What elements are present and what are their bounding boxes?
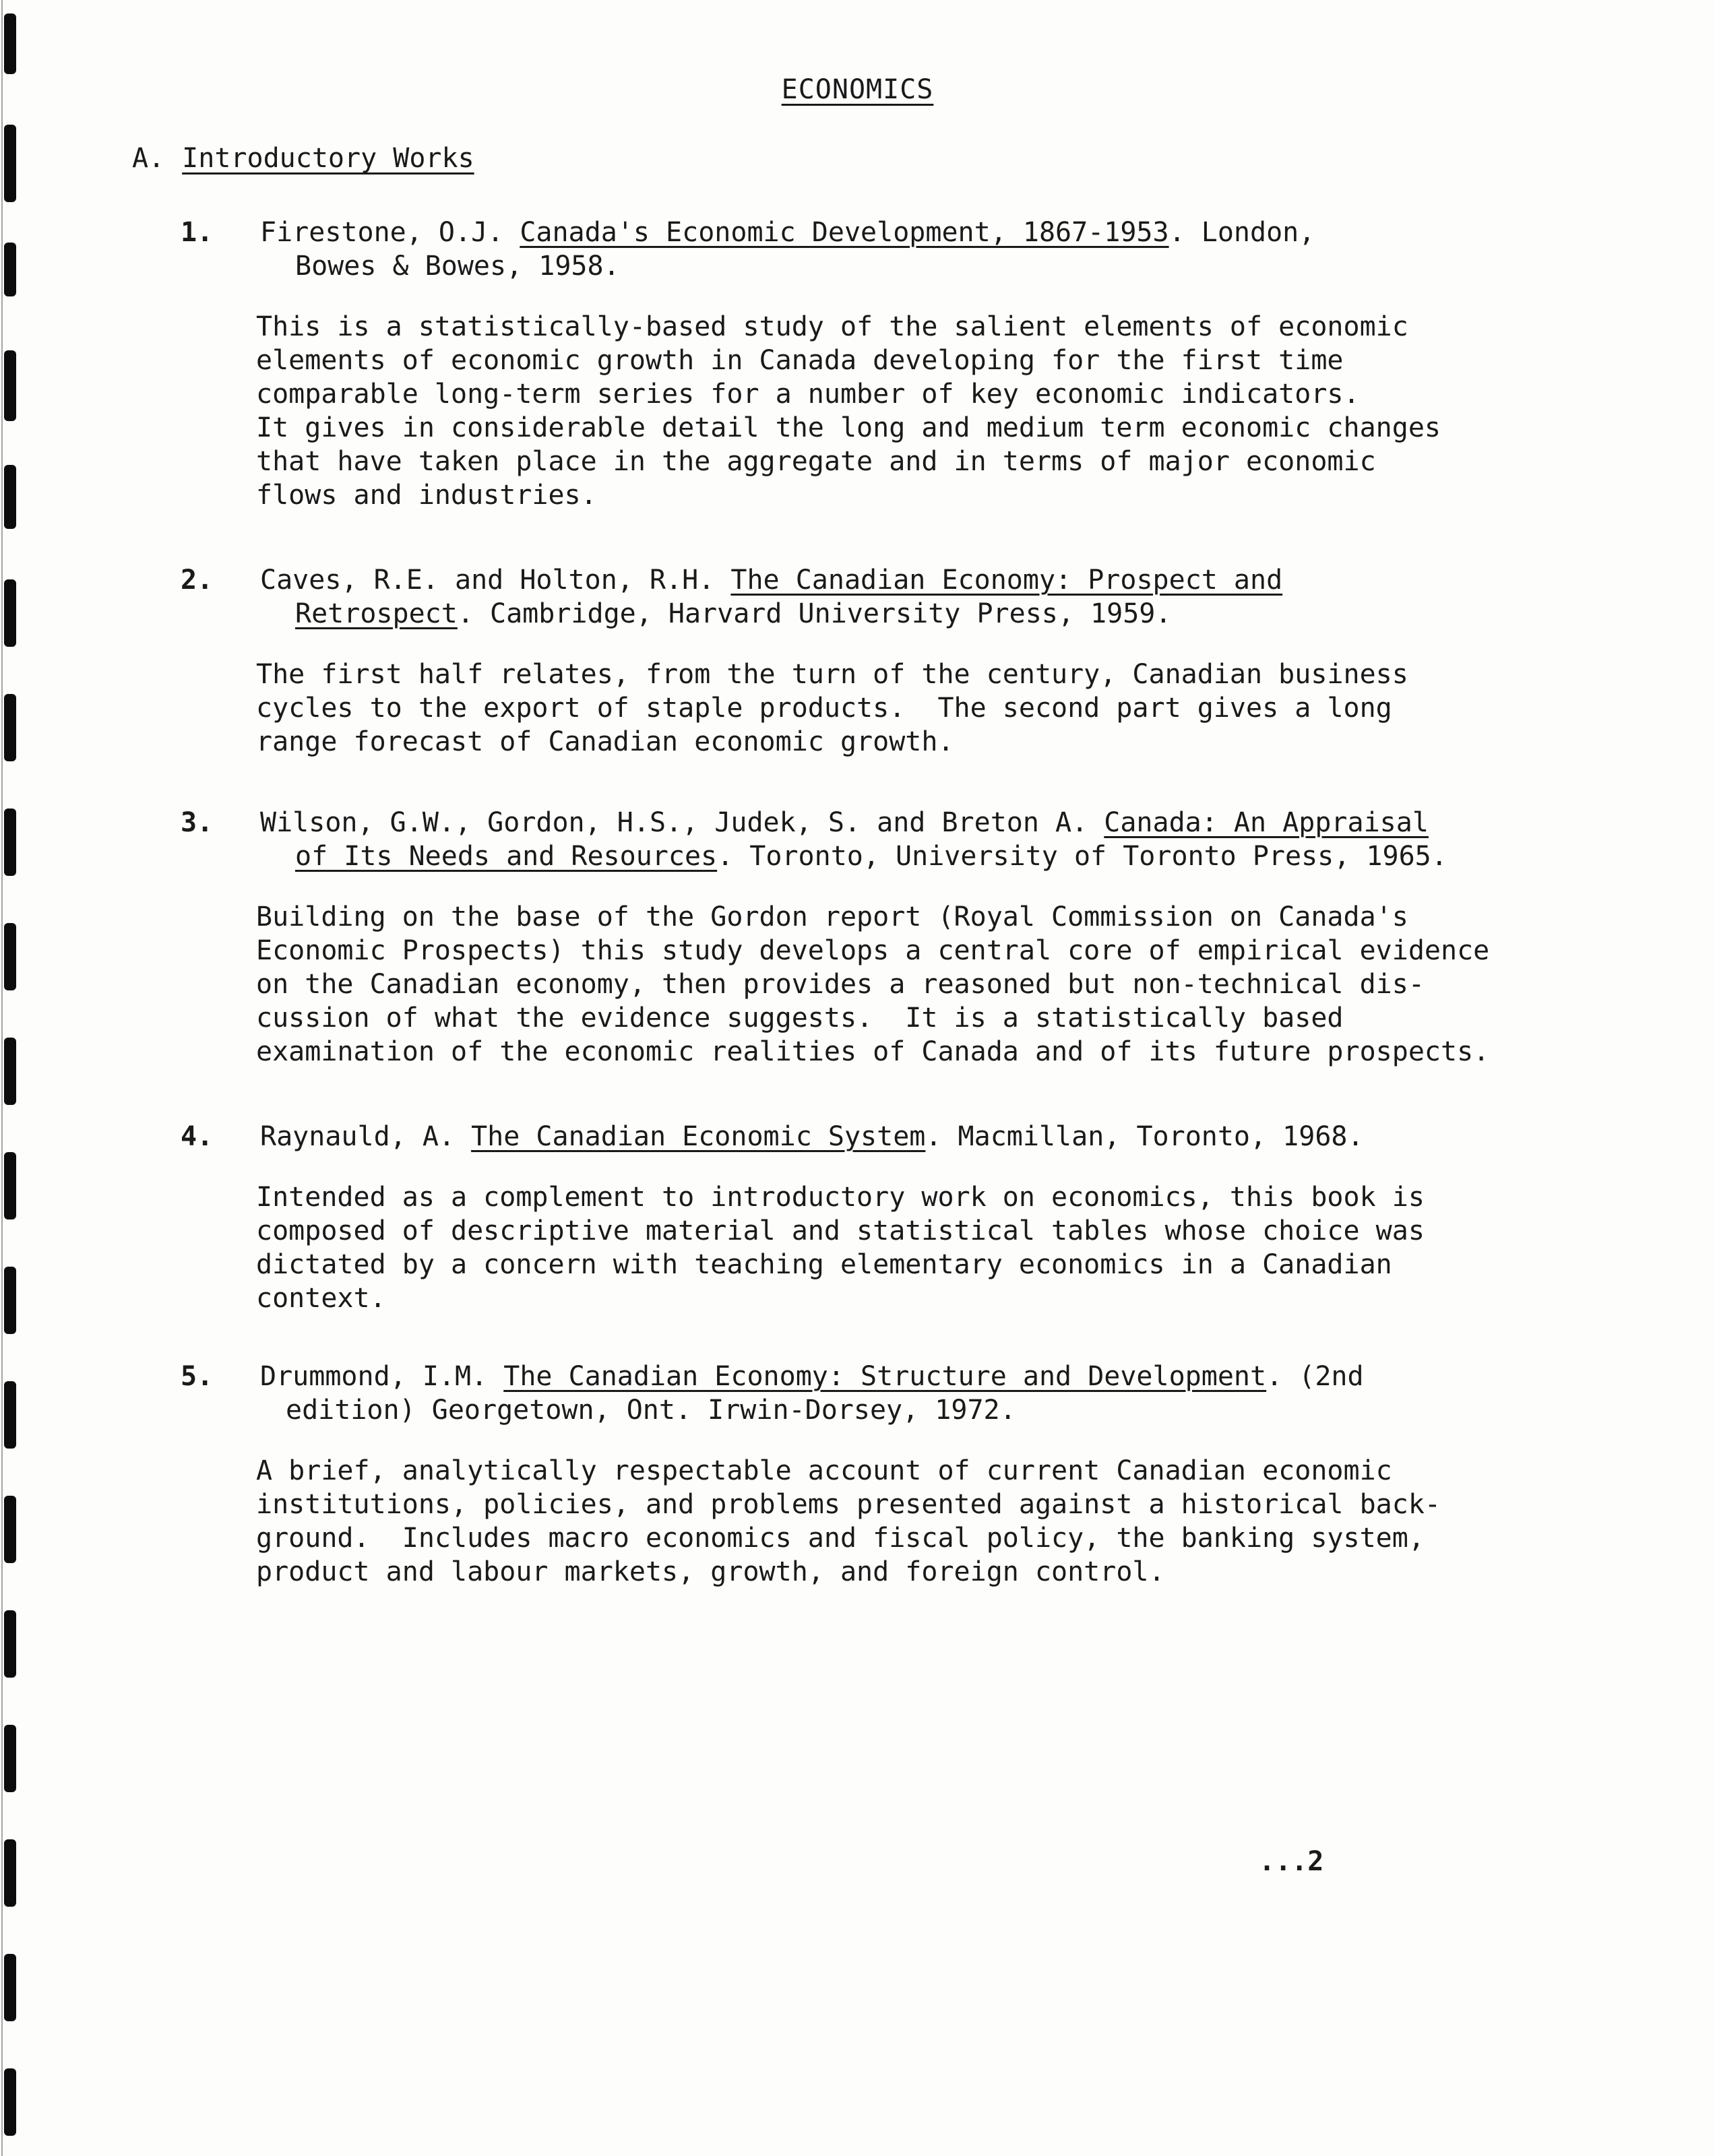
citation-line	[186, 563, 1635, 597]
bibliography-entry	[181, 563, 1635, 759]
entry-annotation: Intended as a complement to introductory work on economics, this book is composed of descriptive material and statistical tables whose choice was dictated by a concern with teaching elementary economics in a Canadian context.	[256, 1182, 1425, 1314]
entry-number: 1.	[181, 217, 214, 248]
section-letter: A.	[132, 143, 165, 174]
citation-publication-info: . Cambridge, Harvard University Press, 1959.	[457, 598, 1172, 629]
section-heading-text: Introductory Works	[182, 143, 474, 174]
binder-hole-mark	[4, 2068, 16, 2136]
page-title	[0, 74, 1715, 105]
entry-annotation: A brief, analytically respectable account of current Canadian economic institutions, policies, and problems presented against a historical back- ground. Includes macro economics and fiscal policy, the banking system, product and labour markets, growth, and foreign control.	[256, 1455, 1441, 1587]
citation-title: The Canadian Economic System	[471, 1121, 926, 1152]
binder-hole-mark	[4, 1725, 16, 1792]
citation-title: Canada: An Appraisal	[1104, 807, 1429, 838]
binder-hole-mark	[4, 1839, 16, 1907]
citation-authors: Firestone, O.J.	[260, 217, 520, 248]
citation-title-continued: Retrospect	[295, 598, 458, 629]
bibliography-entry	[181, 216, 1635, 512]
citation-line	[186, 806, 1635, 839]
entry-annotation: The first half relates, from the turn of the century, Canadian business cycles to the export of staple products. The second part gives a long range forecast of Canadian economic growth.	[256, 659, 1408, 757]
entry-annotation: This is a statistically-based study of the salient elements of economic elements of economic growth in Canada developing for the first time comparable long-term series for a number of key economic indicators. It gives in considerable detail the long and medium term economic changes that have taken place in the aggregate and in terms of major economic flows and industries.	[256, 311, 1441, 511]
citation	[181, 1120, 1635, 1153]
citation-line	[186, 1393, 1635, 1427]
citation-publication-info: edition) Georgetown, Ont. Irwin-Dorsey, 1972.	[286, 1395, 1016, 1426]
citation-line	[186, 597, 1635, 631]
binder-edge	[0, 0, 27, 2156]
binder-hole-mark	[4, 243, 16, 296]
citation-authors: Raynauld, A.	[260, 1121, 472, 1152]
citation	[181, 806, 1635, 873]
citation-line	[186, 1360, 1635, 1393]
citation-publisher: . London,	[1168, 217, 1315, 248]
entry-annotation: Building on the base of the Gordon report (Royal Commission on Canada's Economic Prospects) this study develops a central core of empirical evidence on the Canadian economy, then provides a reasoned but non-technical dis- cussion of what the evidence suggests. It is a statistically based examination of the economic realities of Canada and of its future prospects.	[256, 901, 1490, 1067]
citation	[181, 1360, 1635, 1427]
binder-hole-mark	[4, 923, 16, 990]
section-heading	[132, 143, 474, 174]
citation-authors: Caves, R.E. and Holton, R.H.	[260, 565, 731, 596]
citation-publisher: . Macmillan, Toronto, 1968.	[925, 1121, 1364, 1152]
binder-hole-mark	[4, 1267, 16, 1334]
citation-title: The Canadian Economy: Prospect and	[730, 565, 1283, 596]
binder-hole-mark	[4, 350, 16, 421]
bibliography-entry	[181, 806, 1635, 1069]
entry-number: 3.	[181, 807, 214, 838]
binder-hole-mark	[4, 125, 16, 202]
entry-number: 4.	[181, 1121, 214, 1152]
binder-hole-mark	[4, 465, 16, 529]
binder-hole-mark	[4, 579, 16, 647]
page-continuation-marker: ...2	[1259, 1846, 1324, 1877]
binder-hole-mark	[4, 808, 16, 876]
binder-hole-mark	[4, 694, 16, 761]
binder-hole-mark	[4, 13, 16, 74]
citation-publisher: . (2nd	[1266, 1361, 1364, 1392]
bibliography-entry	[181, 1360, 1635, 1589]
bibliography-entry	[181, 1120, 1635, 1315]
citation	[181, 563, 1635, 631]
citation-title: The Canadian Economy: Structure and Development	[503, 1361, 1267, 1392]
citation-title-continued: of Its Needs and Resources	[295, 841, 718, 872]
citation-line	[186, 216, 1635, 249]
page-title-text: ECONOMICS	[781, 74, 934, 105]
binder-hole-mark	[4, 1381, 16, 1449]
entry-number: 5.	[181, 1361, 214, 1392]
citation	[181, 216, 1635, 283]
citation-line	[186, 1120, 1635, 1153]
citation-authors: Wilson, G.W., Gordon, H.S., Judek, S. and Breton A.	[260, 807, 1104, 838]
binder-hole-mark	[4, 1610, 16, 1678]
citation-line	[186, 839, 1635, 873]
binder-hole-mark	[4, 1038, 16, 1105]
citation-publication-info: . Toronto, University of Toronto Press, 1965.	[717, 841, 1447, 872]
page-edge-line	[1, 0, 3, 2156]
binder-hole-mark	[4, 1496, 16, 1563]
binder-hole-mark	[4, 1152, 16, 1219]
citation-line	[186, 249, 1635, 283]
entry-number: 2.	[181, 565, 214, 596]
citation-title: Canada's Economic Development, 1867-1953	[520, 217, 1169, 248]
binder-hole-mark	[4, 1954, 16, 2021]
citation-publication-info: Bowes & Bowes, 1958.	[295, 251, 620, 282]
citation-authors: Drummond, I.M.	[260, 1361, 504, 1392]
